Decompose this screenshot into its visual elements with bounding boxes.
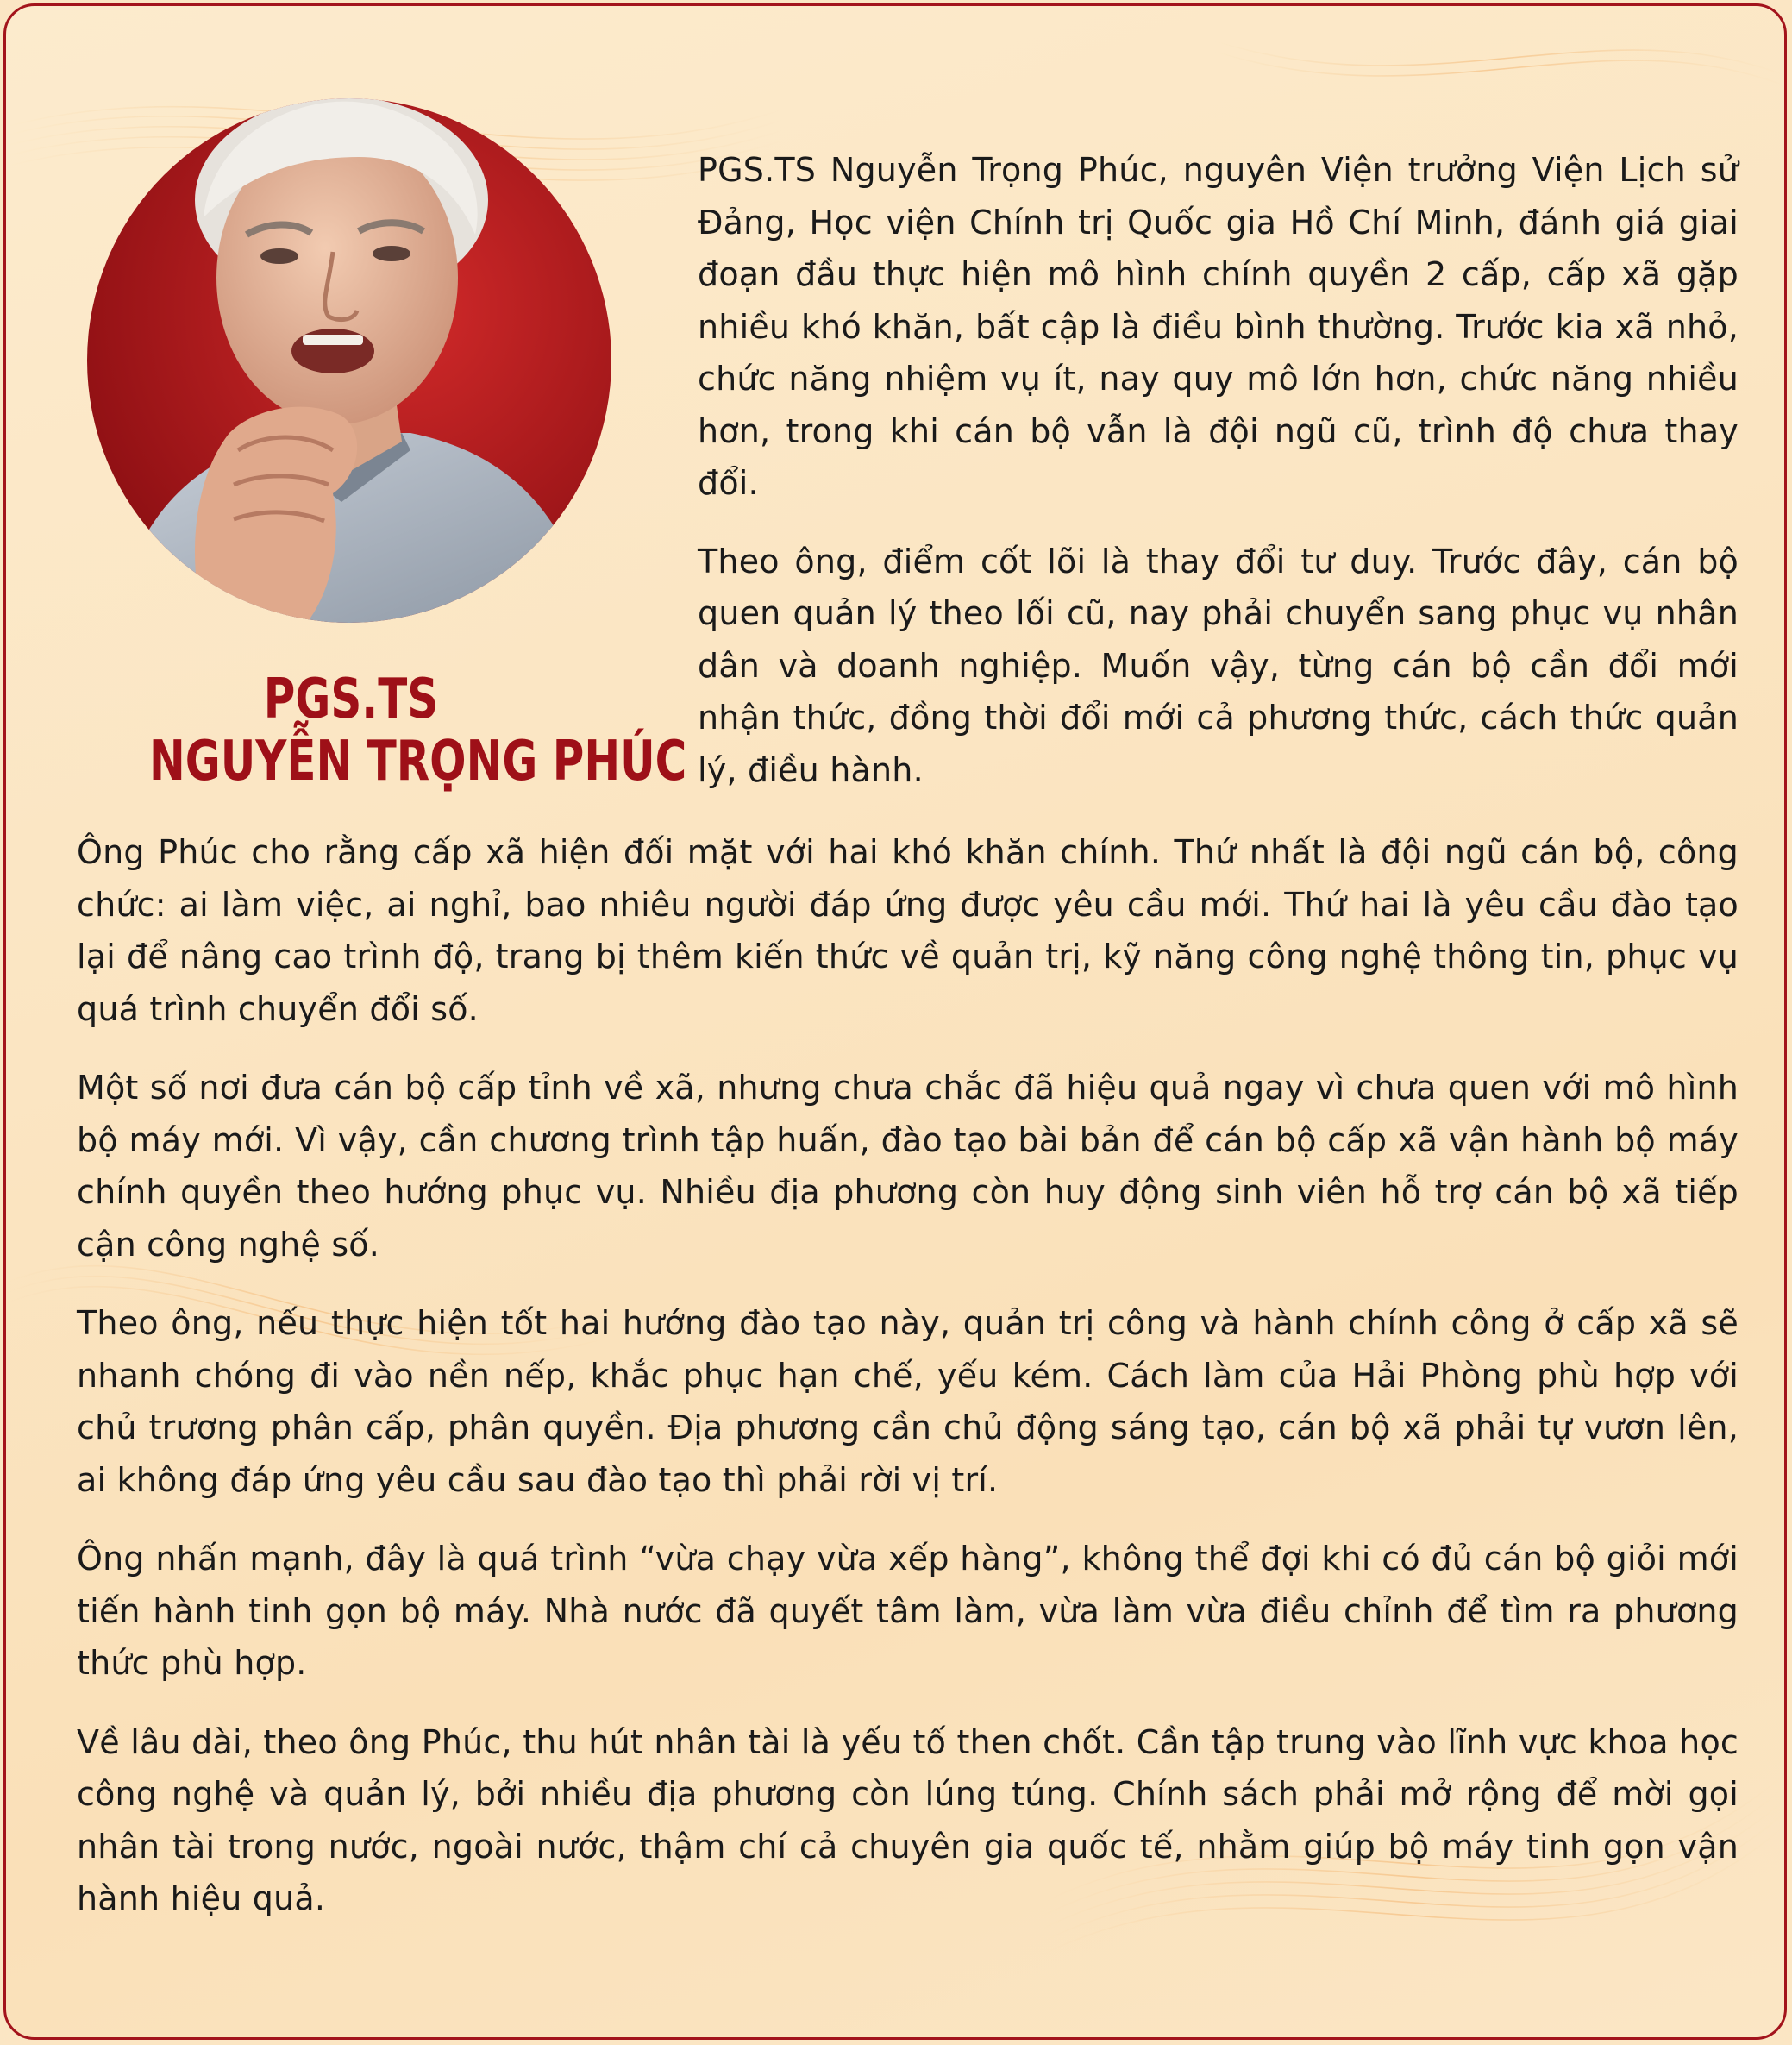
expert-name-block xyxy=(149,668,687,794)
intro-column xyxy=(698,144,1739,796)
expert-title: PGS.TS xyxy=(263,668,439,731)
portrait-photo xyxy=(83,71,616,623)
body-paragraph-4: Ông nhấn mạnh, đây là quá trình “vừa chạy vừa xếp hàng”, không thể đợi khi có đủ cán bộ giỏi mới tiến hành tinh gọn bộ máy. Nhà nước đã quyết tâm làm, vừa làm vừa điều chỉnh để tìm ra phương thức phù hợp. xyxy=(77,1540,1739,1682)
body-paragraph-1: Ông Phúc cho rằng cấp xã hiện đối mặt với hai khó khăn chính. Thứ nhất là đội ngũ cán bộ, công chức: ai làm việc, ai nghỉ, bao nhiêu người đáp ứng được yêu cầu mới. Thứ hai là yêu cầu đào tạo lại để nâng cao trình độ, trang bị thêm kiến thức về quản trị, kỹ năng công nghệ thông tin, phục vụ quá trình chuyển đổi số. xyxy=(77,833,1739,1028)
intro-paragraph-2: Theo ông, điểm cốt lõi là thay đổi tư duy. Trước đây, cán bộ quen quản lý theo lối cũ, nay phải chuyển sang phục vụ nhân dân và doanh nghiệp. Muốn vậy, từng cán bộ cần đổi mới nhận thức, đồng thời đổi mới cả phương thức, cách thức quản lý, điều hành. xyxy=(698,542,1739,789)
intro-paragraph-1: PGS.TS Nguyễn Trọng Phúc, nguyên Viện trưởng Viện Lịch sử Đảng, Học viện Chính trị Quốc gia Hồ Chí Minh, đánh giá giai đoạn đầu thực hiện mô hình chính quyền 2 cấp, cấp xã gặp nhiều khó khăn, bất cập là điều bình thường. Trước kia xã nhỏ, chức năng nhiệm vụ ít, nay quy mô lớn hơn, chức năng nhiều hơn, trong khi cán bộ vẫn là đội ngũ cũ, trình độ chưa thay đổi. xyxy=(698,151,1739,502)
body-column xyxy=(77,826,1739,1925)
body-paragraph-3: Theo ông, nếu thực hiện tốt hai hướng đào tạo này, quản trị công và hành chính công ở cấp xã sẽ nhanh chóng đi vào nền nếp, khắc phục hạn chế, yếu kém. Cách làm của Hải Phòng phù hợp với chủ trương phân cấp, phân quyền. Địa phương cần chủ động sáng tạo, cán bộ xã phải tự vươn lên, ai không đáp ứng yêu cầu sau đào tạo thì phải rời vị trí. xyxy=(77,1304,1739,1499)
body-paragraph-5: Về lâu dài, theo ông Phúc, thu hút nhân tài là yếu tố then chốt. Cần tập trung vào lĩnh vực khoa học công nghệ và quản lý, bởi nhiều địa phương còn lúng túng. Chính sách phải mở rộng để mời gọi nhân tài trong nước, ngoài nước, thậm chí cả chuyên gia quốc tế, nhằm giúp bộ máy tinh gọn vận hành hiệu quả. xyxy=(77,1722,1739,1917)
article-card xyxy=(3,3,1787,2040)
body-paragraph-2: Một số nơi đưa cán bộ cấp tỉnh về xã, nhưng chưa chắc đã hiệu quả ngay vì chưa quen với mô hình bộ máy mới. Vì vậy, cần chương trình tập huấn, đào tạo bài bản để cán bộ cấp xã vận hành bộ máy chính quyền theo hướng phục vụ. Nhiều địa phương còn huy động sinh viên hỗ trợ cán bộ xã tiếp cận công nghệ số. xyxy=(77,1069,1739,1264)
expert-name: NGUYỄN TRỌNG PHÚC xyxy=(149,730,687,794)
